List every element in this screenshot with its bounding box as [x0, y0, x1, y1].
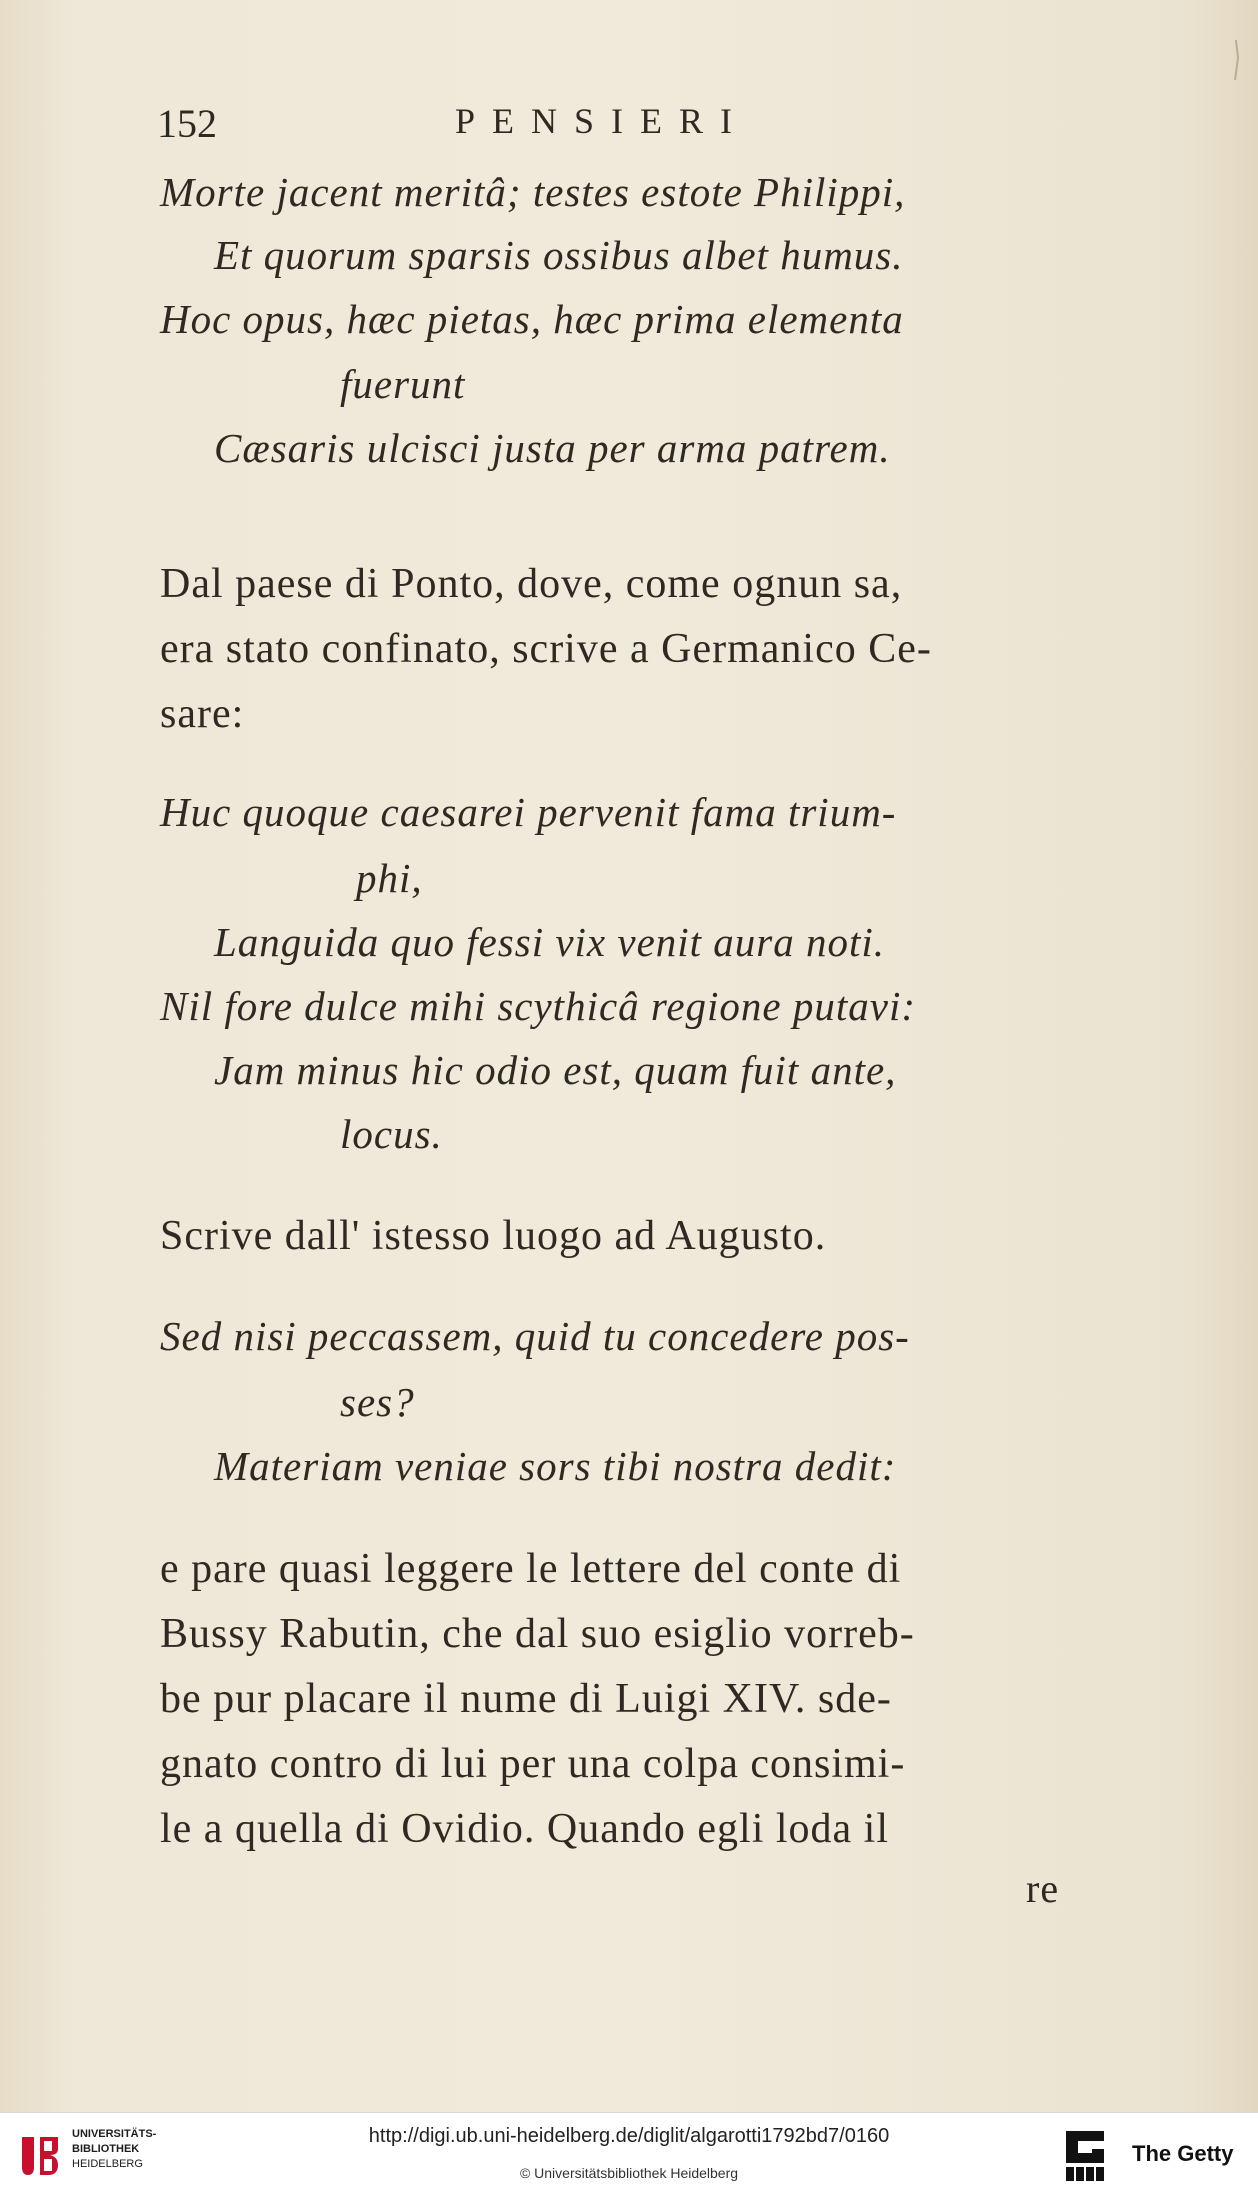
source-url[interactable]: http://digi.ub.uni-heidelberg.de/diglit/algarotti1792bd7/0160: [368, 2125, 890, 2147]
text-line: Dal paese di Ponto, dove, come ognun sa,: [160, 561, 903, 607]
text-line: Jam minus hic odio est, quam fuit ante,: [214, 1047, 897, 1093]
text-line: Sed nisi peccassem, quid tu concedere pos-: [160, 1313, 910, 1359]
text-line: Materiam veniae sors tibi nostra dedit:: [214, 1443, 897, 1489]
text-line: gnato contro di lui per una colpa consimi-: [160, 1741, 906, 1787]
university-library-name: UNIVERSITÄTS- BIBLIOTHEK HEIDELBERG: [72, 2128, 157, 2170]
text-line: phi,: [356, 855, 423, 901]
text-line: e pare quasi leggere le lettere del conte di: [160, 1546, 902, 1592]
text-line: era stato confinato, scrive a Germanico Ce-: [160, 626, 932, 672]
text-line: Bussy Rabutin, che dal suo esiglio vorreb-: [160, 1611, 915, 1657]
text-line: Hoc opus, hæc pietas, hæc prima elementa: [160, 296, 904, 342]
page-edge-mark: [1232, 40, 1240, 80]
text-line: Scrive dall' istesso luogo ad Augusto.: [160, 1213, 827, 1259]
text-line: le a quella di Ovidio. Quando egli loda il: [160, 1806, 890, 1852]
text-line: ses?: [340, 1379, 415, 1425]
partner-name[interactable]: The Getty: [1132, 2141, 1234, 2166]
catchword: re: [1026, 1866, 1060, 1911]
text-line: Cæsaris ulcisci justa per arma patrem.: [214, 425, 891, 471]
text-line: be pur placare il nume di Luigi XIV. sde-: [160, 1676, 892, 1722]
text-line: fuerunt: [340, 361, 466, 407]
text-line: Morte jacent meritâ; testes estote Philippi,: [160, 169, 906, 215]
viewer-footer: [0, 2112, 1258, 2197]
page-number: 152: [157, 101, 217, 146]
running-title: PENSIERI: [455, 101, 750, 141]
getty-logo-icon[interactable]: [1062, 2127, 1108, 2183]
text-line: sare:: [160, 691, 245, 737]
text-line: Languida quo fessi vix venit aura noti.: [214, 919, 886, 965]
copyright-notice: © Universitätsbibliothek Heidelberg: [519, 2165, 739, 2181]
text-line: locus.: [340, 1111, 443, 1157]
text-line: Huc quoque caesarei pervenit fama trium-: [160, 789, 897, 835]
text-line: Et quorum sparsis ossibus albet humus.: [214, 232, 904, 278]
text-line: Nil fore dulce mihi scythicâ regione putavi:: [160, 983, 917, 1029]
